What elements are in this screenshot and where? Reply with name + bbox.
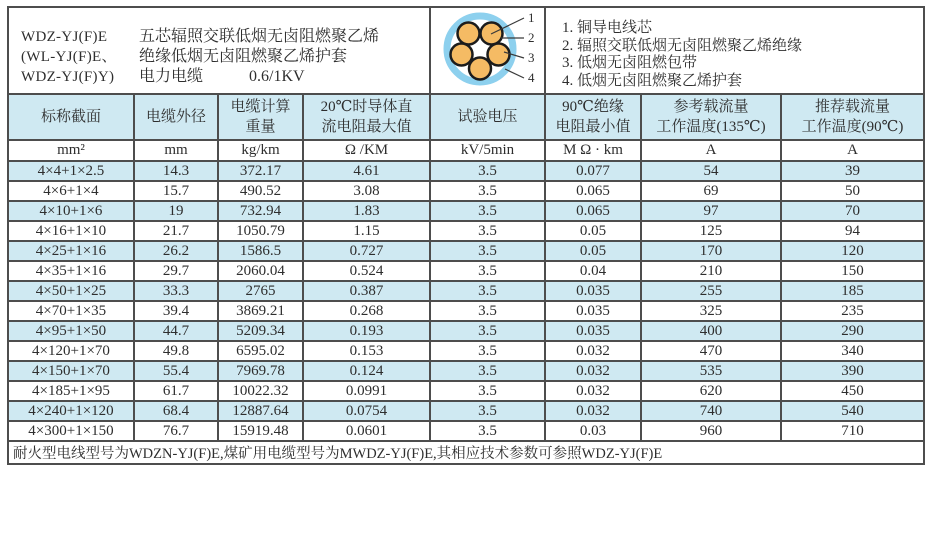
table-cell: 39 — [781, 161, 924, 181]
table-cell: 3.5 — [430, 221, 545, 241]
callout-numbers — [528, 10, 535, 85]
table-row — [8, 341, 924, 361]
table-cell: 0.032 — [545, 361, 641, 381]
table-cell: 4×240+1×120 — [8, 401, 134, 421]
callout-number: 2 — [528, 30, 535, 45]
unit-cell: A — [781, 140, 924, 161]
column-header: 电缆计算 重量 — [218, 94, 303, 140]
table-cell: 44.7 — [134, 321, 218, 341]
table-cell: 0.0601 — [303, 421, 430, 441]
table-cell: 39.4 — [134, 301, 218, 321]
table-cell: 710 — [781, 421, 924, 441]
column-header: 20℃时导体直 流电阻最大值 — [303, 94, 430, 140]
table-cell: 0.065 — [545, 201, 641, 221]
table-cell: 0.035 — [545, 281, 641, 301]
model-code-line: (WL-YJ(F)E、 — [21, 49, 117, 65]
table-cell: 255 — [641, 281, 781, 301]
table-row — [8, 421, 924, 441]
table-cell: 70 — [781, 201, 924, 221]
callout-number: 4 — [528, 70, 535, 85]
legend-item: 2. 辐照交联低烟无卤阻燃聚乙烯绝缘 — [562, 37, 803, 54]
table-cell: 0.032 — [545, 401, 641, 421]
table-cell: 69 — [641, 181, 781, 201]
table-cell: 740 — [641, 401, 781, 421]
column-header: 参考载流量 工作温度(135℃) — [641, 94, 781, 140]
description-line: 五芯辐照交联低烟无卤阻燃聚乙烯 — [139, 28, 380, 45]
table-cell: 68.4 — [134, 401, 218, 421]
table-cell: 0.04 — [545, 261, 641, 281]
table-row — [8, 181, 924, 201]
table-cell: 0.032 — [545, 381, 641, 401]
table-cell: 150 — [781, 261, 924, 281]
table-cell: 76.7 — [134, 421, 218, 441]
unit-cell: A — [641, 140, 781, 161]
table-cell: 0.524 — [303, 261, 430, 281]
table-cell: 5209.34 — [218, 321, 303, 341]
column-header: 推荐载流量 工作温度(90℃) — [781, 94, 924, 140]
table-cell: 3.5 — [430, 161, 545, 181]
table-cell: 3.5 — [430, 301, 545, 321]
table-cell: 4×10+1×6 — [8, 201, 134, 221]
cable-diagram-svg — [432, 8, 543, 88]
table-cell: 4×16+1×10 — [8, 221, 134, 241]
table-cell: 3.5 — [430, 281, 545, 301]
cable-type-label: 电力电缆 — [139, 68, 204, 85]
table-cell: 2060.04 — [218, 261, 303, 281]
unit-cell: mm² — [8, 140, 134, 161]
table-cell: 19 — [134, 201, 218, 221]
table-cell: 1586.5 — [218, 241, 303, 261]
table-cell: 29.7 — [134, 261, 218, 281]
table-cell: 55.4 — [134, 361, 218, 381]
table-cell: 4×70+1×35 — [8, 301, 134, 321]
legend — [545, 7, 924, 94]
cable-spec-sheet — [7, 6, 925, 465]
product-description — [139, 27, 379, 87]
callout-number: 3 — [528, 50, 535, 65]
table-cell: 61.7 — [134, 381, 218, 401]
table-cell: 3.5 — [430, 421, 545, 441]
cable-cross-section-diagram — [430, 7, 545, 94]
table-cell: 4.61 — [303, 161, 430, 181]
table-cell: 4×95+1×50 — [8, 321, 134, 341]
table-cell: 0.077 — [545, 161, 641, 181]
table-cell: 4×35+1×16 — [8, 261, 134, 281]
table-cell: 94 — [781, 221, 924, 241]
table-cell: 54 — [641, 161, 781, 181]
table-row — [8, 261, 924, 281]
table-cell: 3.5 — [430, 181, 545, 201]
table-row — [8, 201, 924, 221]
table-cell: 185 — [781, 281, 924, 301]
unit-cell: M Ω · km — [545, 140, 641, 161]
unit-cell: kg/km — [218, 140, 303, 161]
table-cell: 10022.32 — [218, 381, 303, 401]
table-cell: 4×150+1×70 — [8, 361, 134, 381]
table-cell: 120 — [781, 241, 924, 261]
footnote: 耐火型电线型号为WDZN-YJ(F)E,煤矿用电缆型号为MWDZ-YJ(F)E,其相应技术参数可参照WDZ-YJ(F)E — [8, 441, 924, 464]
table-cell: 490.52 — [218, 181, 303, 201]
table-cell: 15919.48 — [218, 421, 303, 441]
legend-item: 3. 低烟无卤阻燃包带 — [562, 55, 698, 71]
column-header: 90℃绝缘 电阻最小值 — [545, 94, 641, 140]
table-cell: 540 — [781, 401, 924, 421]
table-cell: 0.0991 — [303, 381, 430, 401]
table-cell: 0.03 — [545, 421, 641, 441]
table-cell: 0.05 — [545, 221, 641, 241]
table-cell: 0.387 — [303, 281, 430, 301]
table-cell: 7969.78 — [218, 361, 303, 381]
table-cell: 2765 — [218, 281, 303, 301]
column-header: 电缆外径 — [134, 94, 218, 140]
table-cell: 0.193 — [303, 321, 430, 341]
table-cell: 4×6+1×4 — [8, 181, 134, 201]
column-header: 标称截面 — [8, 94, 134, 140]
footnote-row — [8, 441, 924, 464]
table-cell: 14.3 — [134, 161, 218, 181]
table-cell: 3.08 — [303, 181, 430, 201]
table-cell: 1.15 — [303, 221, 430, 241]
table-cell: 4×185+1×95 — [8, 381, 134, 401]
table-cell: 0.05 — [545, 241, 641, 261]
table-cell: 0.065 — [545, 181, 641, 201]
table-cell: 4×25+1×16 — [8, 241, 134, 261]
table-cell: 3.5 — [430, 201, 545, 221]
table-cell: 3.5 — [430, 341, 545, 361]
unit-cell: mm — [134, 140, 218, 161]
table-cell: 15.7 — [134, 181, 218, 201]
table-cell: 6595.02 — [218, 341, 303, 361]
table-cell: 3.5 — [430, 381, 545, 401]
table-cell: 21.7 — [134, 221, 218, 241]
table-cell: 0.032 — [545, 341, 641, 361]
model-code-line: WDZ-YJ(F)E — [21, 29, 108, 45]
description-line — [139, 67, 379, 87]
table-cell: 0.124 — [303, 361, 430, 381]
table-cell: 960 — [641, 421, 781, 441]
table-cell: 4×50+1×25 — [8, 281, 134, 301]
table-cell: 4×4+1×2.5 — [8, 161, 134, 181]
table-row — [8, 221, 924, 241]
legend-item: 4. 低烟无卤阻燃聚乙烯护套 — [562, 72, 743, 89]
table-cell: 1050.79 — [218, 221, 303, 241]
table-cell: 0.035 — [545, 301, 641, 321]
table-cell: 450 — [781, 381, 924, 401]
table-row — [8, 401, 924, 421]
table-cell: 400 — [641, 321, 781, 341]
table-row — [8, 301, 924, 321]
table-row — [8, 281, 924, 301]
table-cell: 470 — [641, 341, 781, 361]
table-cell: 170 — [641, 241, 781, 261]
table-cell: 3.5 — [430, 361, 545, 381]
cable-spec-table — [7, 6, 925, 465]
table-cell: 125 — [641, 221, 781, 241]
callout-number: 1 — [528, 10, 535, 25]
table-cell: 33.3 — [134, 281, 218, 301]
table-cell: 290 — [781, 321, 924, 341]
table-cell: 3.5 — [430, 321, 545, 341]
model-code-line: WDZ-YJ(F)Y) — [21, 69, 115, 85]
table-cell: 26.2 — [134, 241, 218, 261]
table-row — [8, 381, 924, 401]
table-cell: 235 — [781, 301, 924, 321]
table-cell: 390 — [781, 361, 924, 381]
table-cell: 49.8 — [134, 341, 218, 361]
column-header: 试验电压 — [430, 94, 545, 140]
description-line: 绝缘低烟无卤阻燃聚乙烯护套 — [139, 48, 348, 65]
table-cell: 50 — [781, 181, 924, 201]
legend-item: 1. 铜导电线芯 — [562, 20, 653, 36]
table-cell: 340 — [781, 341, 924, 361]
table-row — [8, 321, 924, 341]
table-cell: 3869.21 — [218, 301, 303, 321]
product-info-cell — [8, 7, 430, 94]
table-cell: 372.17 — [218, 161, 303, 181]
table-cell: 0.153 — [303, 341, 430, 361]
table-cell: 3.5 — [430, 261, 545, 281]
table-cell: 210 — [641, 261, 781, 281]
table-cell: 3.5 — [430, 241, 545, 261]
unit-cell: Ω /KM — [303, 140, 430, 161]
table-cell: 325 — [641, 301, 781, 321]
table-cell: 1.83 — [303, 201, 430, 221]
table-cell: 620 — [641, 381, 781, 401]
top-band — [8, 7, 924, 94]
unit-cell: kV/5min — [430, 140, 545, 161]
table-cell: 0.727 — [303, 241, 430, 261]
model-codes — [21, 27, 139, 87]
table-cell: 0.0754 — [303, 401, 430, 421]
table-cell: 97 — [641, 201, 781, 221]
table-cell: 732.94 — [218, 201, 303, 221]
table-row — [8, 161, 924, 181]
table-cell: 0.035 — [545, 321, 641, 341]
table-cell: 4×300+1×150 — [8, 421, 134, 441]
table-cell: 0.268 — [303, 301, 430, 321]
table-cell: 12887.64 — [218, 401, 303, 421]
column-header-row — [8, 94, 924, 140]
voltage-rating: 0.6/1KV — [249, 68, 305, 85]
table-cell: 3.5 — [430, 401, 545, 421]
table-row — [8, 241, 924, 261]
units-row — [8, 140, 924, 161]
table-cell: 4×120+1×70 — [8, 341, 134, 361]
table-row — [8, 361, 924, 381]
table-cell: 535 — [641, 361, 781, 381]
